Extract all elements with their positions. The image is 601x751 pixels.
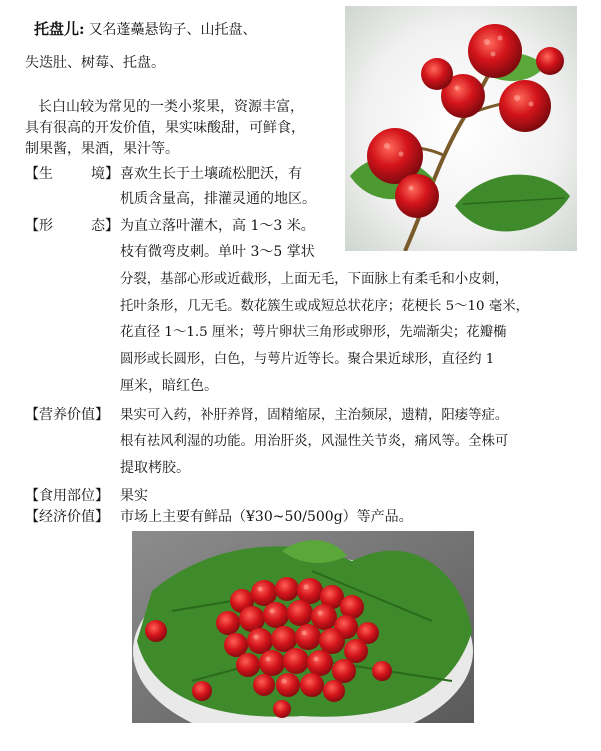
plant-alias-1: 又名蓬蘽悬钩子、山托盘、	[88, 22, 257, 38]
edible-label: 【食用部位】	[25, 488, 109, 504]
morphology-line-7: 厘米，暗红色。	[120, 378, 218, 394]
description-line-2: 具有很高的开发价值，果实味酸甜，可鲜食，	[25, 120, 305, 136]
plant-alias-2: 失迭肚、树莓、托盘。	[25, 55, 165, 71]
economic-value: 市场上主要有鲜品（¥30~50/500g）等产品。	[120, 509, 413, 525]
habitat-label-close: 境】	[91, 166, 119, 182]
morphology-line-5: 花直径 1～1.5 厘米；萼片卵状三角形或卵形，先端渐尖；花瓣椭	[120, 325, 507, 340]
habitat-label-open: 【生	[25, 166, 53, 182]
morphology-line-1: 为直立落叶灌木，高 1～3 米。	[120, 218, 315, 234]
morphology-label-close: 态】	[91, 218, 119, 234]
habitat-line-2: 机质含量高，排灌灵通的地区。	[120, 191, 316, 207]
habitat-line-1: 喜欢生长于土壤疏松肥沃，有	[120, 166, 302, 182]
edible-value: 果实	[120, 488, 148, 504]
nutrition-line-1: 果实可入药，补肝养肾，固精缩尿，主治频尿，遗精，阳痿等症。	[120, 408, 509, 423]
plant-name: 托盘儿	[34, 20, 80, 38]
nutrition-line-2: 根有祛风利湿的功能。用治肝炎，风湿性关节炎，痛风等。全株可	[120, 434, 509, 449]
nutrition-label: 【营养价值】	[25, 407, 109, 423]
name-colon: :	[79, 20, 85, 38]
raspberry-plate-photo	[132, 531, 474, 723]
morphology-line-3: 分裂，基部心形或近截形，上面无毛，下面脉上有柔毛和小皮刺，	[120, 272, 509, 287]
morphology-line-4: 托叶条形，几无毛。数花簇生或成短总状花序；花梗长 5～10 毫米，	[120, 299, 530, 314]
intro-line-1	[34, 18, 257, 39]
economic-label: 【经济价值】	[25, 509, 109, 525]
morphology-label-open: 【形	[25, 218, 53, 234]
nutrition-line-3: 提取栲胶。	[120, 460, 190, 476]
description-line-3: 制果酱，果酒，果汁等。	[25, 141, 179, 157]
morphology-line-2: 枝有微弯皮刺。单叶 3～5 掌状	[120, 244, 315, 260]
raspberry-branch-photo	[345, 6, 577, 251]
description-line-1: 长白山较为常见的一类小浆果，资源丰富，	[38, 99, 304, 115]
morphology-line-6: 圆形或长圆形，白色，与萼片近等长。聚合果近球形，直径约 1	[120, 352, 495, 367]
